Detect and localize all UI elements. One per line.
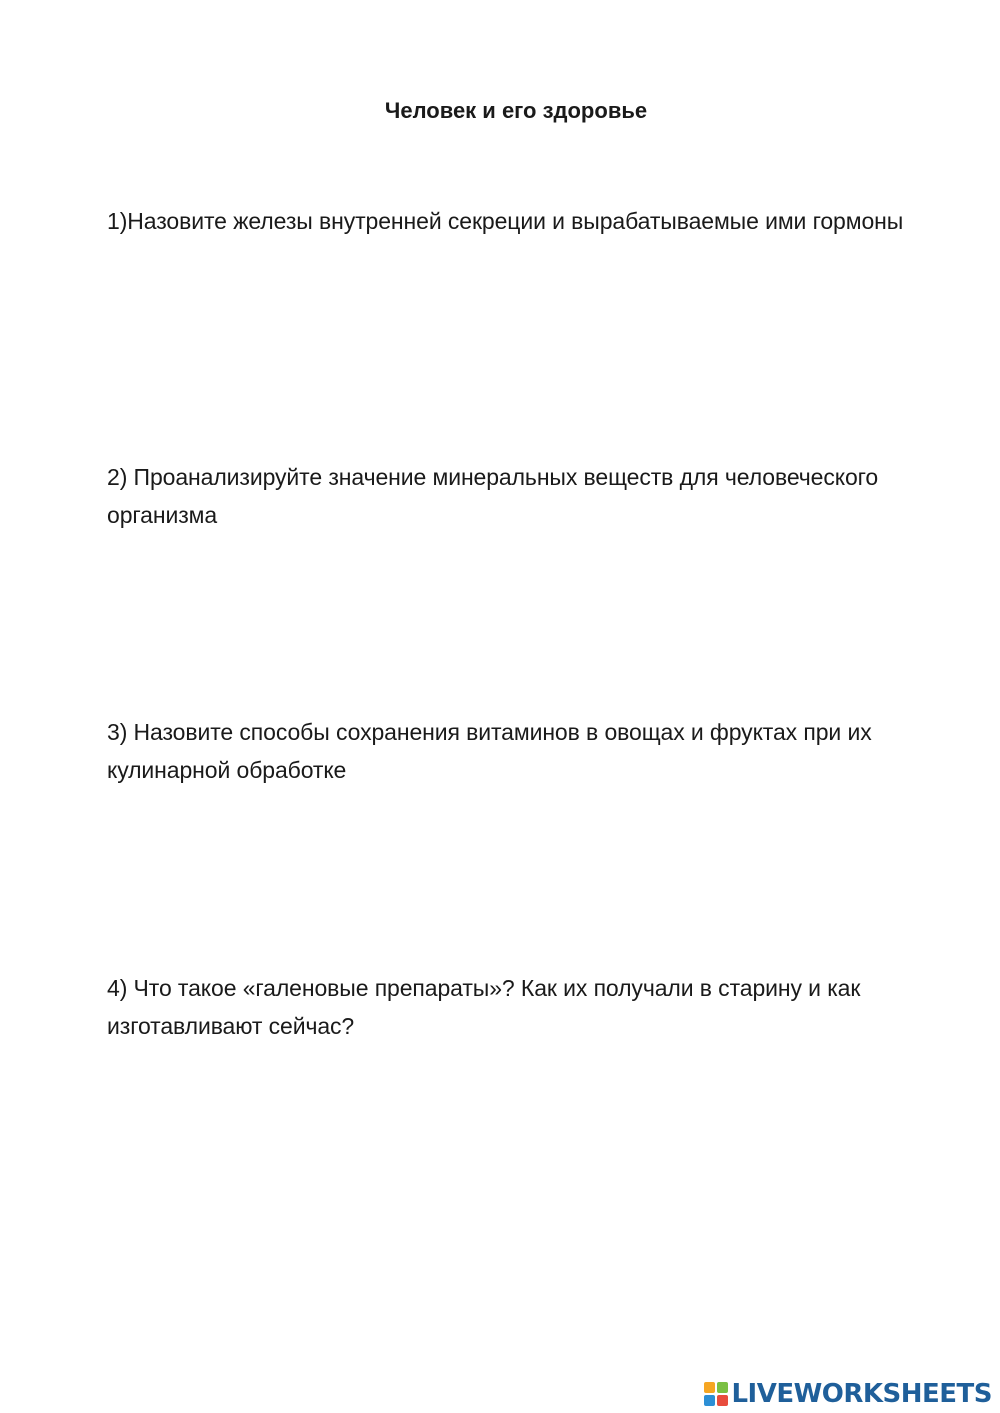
logo-square-2 [717, 1382, 728, 1393]
liveworksheets-logo-icon [704, 1382, 728, 1406]
question-1: 1)Назовите железы внутренней секреции и вырабатываемые ими гормоны [107, 208, 904, 234]
question-3: 3) Назовите способы сохранения витаминов в овощах и фруктах при их кулинарной обработке [107, 719, 872, 783]
logo-square-4 [717, 1395, 728, 1406]
liveworksheets-brand [704, 1379, 992, 1409]
logo-square-1 [704, 1382, 715, 1393]
brand-wordmark: LIVEWORKSHEETS [731, 1379, 992, 1409]
question-2: 2) Проанализируйте значение минеральных веществ для человеческого организма [107, 464, 879, 528]
page-title: Человек и его здоровье [384, 98, 648, 123]
logo-square-3 [704, 1395, 715, 1406]
question-4: 4) Что такое «галеновые препараты»? Как их получали в старину и как изготавливают сейчас? [107, 975, 861, 1039]
